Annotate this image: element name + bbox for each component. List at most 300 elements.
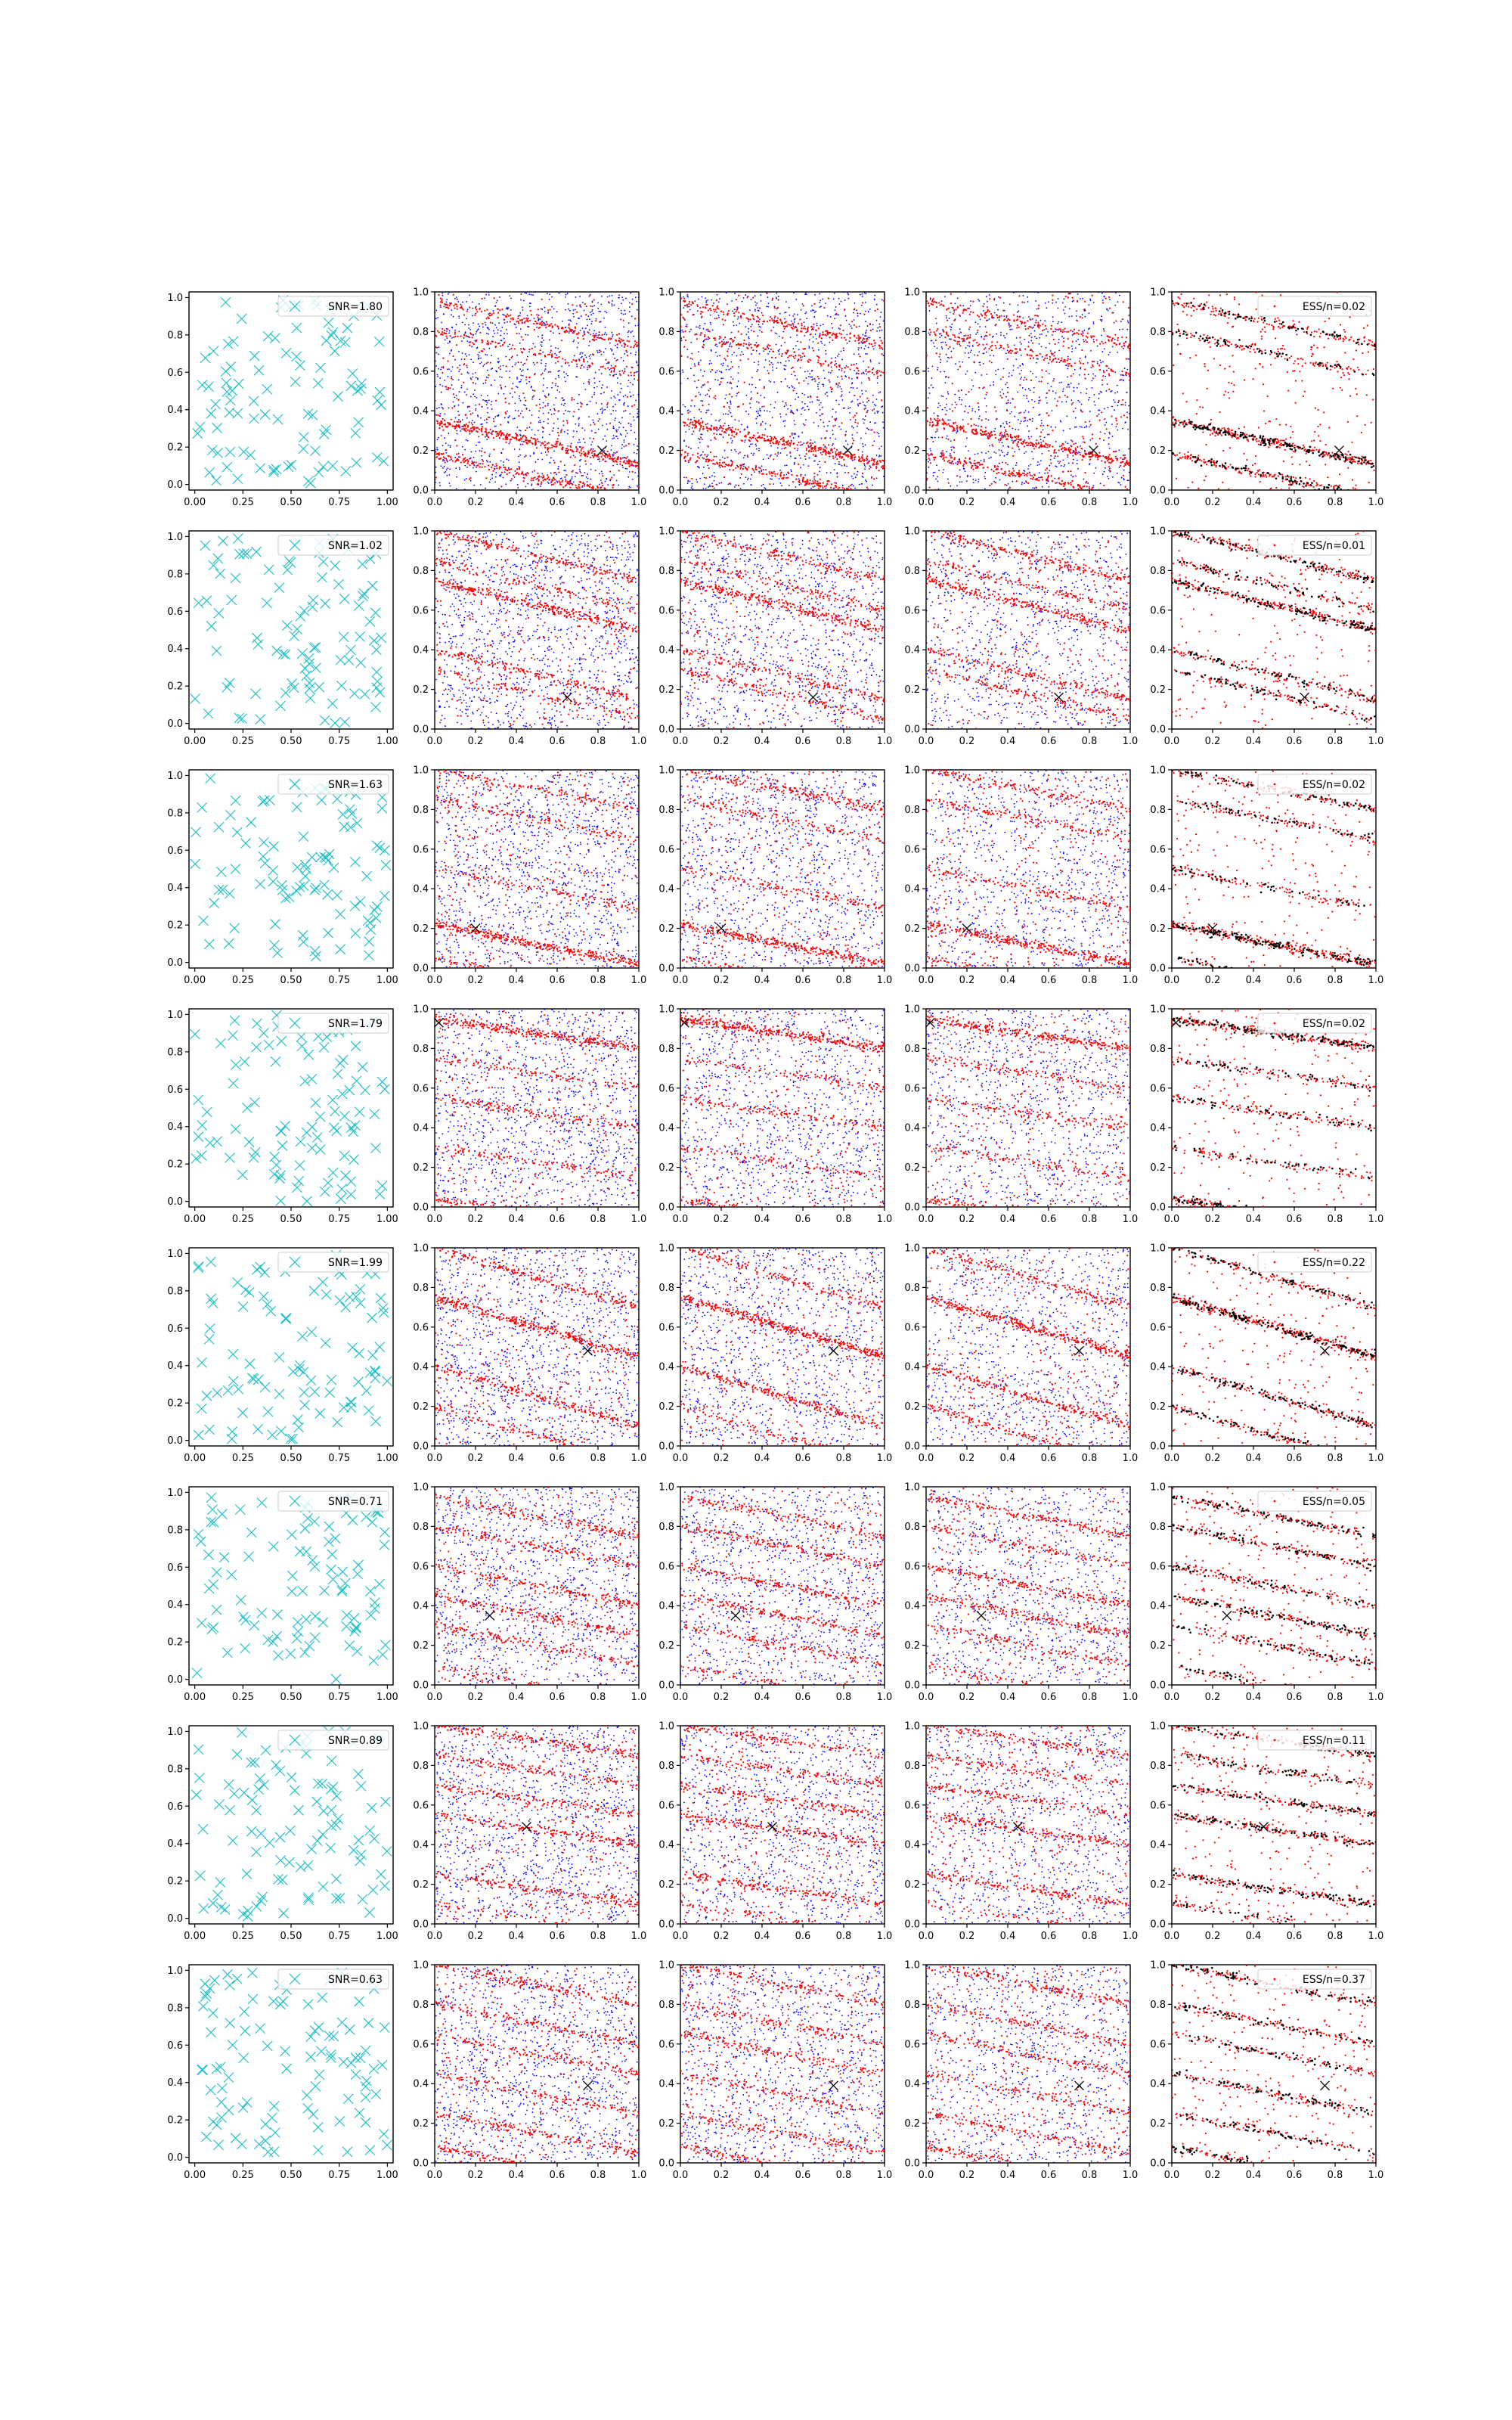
blue-point: [509, 443, 510, 445]
blue-point: [683, 307, 684, 309]
blue-point: [599, 380, 600, 382]
blue-point: [837, 377, 838, 378]
red-point: [686, 476, 687, 478]
blue-point: [466, 417, 468, 419]
red-point: [720, 311, 722, 312]
blue-point: [1105, 433, 1106, 435]
blue-point: [853, 486, 854, 487]
red-point: [587, 485, 588, 486]
red-point: [549, 324, 550, 326]
red-point: [802, 481, 804, 482]
blue-point: [1079, 374, 1080, 376]
blue-point: [808, 447, 810, 448]
blue-point: [730, 400, 731, 402]
blue-point: [465, 353, 466, 355]
red-point: [864, 342, 866, 343]
blue-point: [839, 328, 841, 330]
red-point: [488, 374, 489, 376]
blue-point: [494, 481, 496, 482]
blue-point: [486, 333, 488, 334]
red-point: [862, 459, 863, 461]
red-point: [537, 439, 538, 440]
blue-point: [872, 395, 874, 396]
blue-point: [618, 294, 620, 296]
blue-point: [623, 396, 624, 397]
blue-point: [637, 413, 638, 414]
blue-point: [992, 445, 993, 447]
red-point: [694, 420, 696, 421]
red-point: [481, 311, 482, 312]
red-point: [702, 346, 704, 348]
red-point: [730, 382, 731, 383]
red-point: [612, 461, 614, 462]
red-point: [810, 326, 812, 327]
blue-point: [950, 446, 952, 448]
red-point: [541, 482, 542, 483]
blue-point: [633, 394, 634, 396]
blue-point: [841, 301, 842, 302]
blue-point: [794, 424, 795, 425]
blue-point: [731, 387, 733, 389]
blue-point: [503, 365, 504, 367]
red-point: [703, 344, 705, 346]
blue-point: [574, 355, 575, 357]
red-point: [798, 358, 799, 360]
blue-point: [538, 318, 540, 320]
blue-point: [590, 294, 591, 296]
blue-point: [563, 470, 565, 471]
blue-point: [931, 384, 932, 386]
blue-point: [835, 411, 837, 413]
blue-point: [1031, 451, 1033, 452]
red-point: [722, 466, 723, 467]
blue-point: [723, 363, 724, 365]
red-point: [486, 434, 488, 436]
blue-point: [598, 456, 600, 458]
blue-point: [703, 328, 705, 330]
blue-point: [597, 302, 599, 304]
red-point: [783, 328, 785, 330]
blue-point: [846, 466, 847, 467]
blue-point: [581, 427, 583, 429]
red-point: [508, 315, 510, 317]
blue-point: [1118, 449, 1120, 451]
blue-point: [755, 443, 757, 445]
red-point: [626, 366, 627, 368]
red-point: [495, 400, 497, 402]
red-point: [453, 305, 454, 306]
red-point: [442, 430, 444, 431]
blue-point: [595, 333, 596, 334]
blue-point: [445, 340, 446, 341]
red-point: [600, 337, 602, 339]
red-point: [699, 423, 700, 424]
red-point: [610, 479, 612, 480]
blue-point: [751, 384, 753, 386]
red-point: [508, 468, 510, 470]
blue-point: [615, 430, 617, 431]
red-point: [509, 472, 510, 473]
blue-point: [707, 465, 708, 467]
blue-point: [591, 323, 593, 324]
red-point: [879, 346, 881, 347]
red-point: [514, 437, 516, 439]
red-point: [714, 456, 715, 458]
blue-point: [615, 436, 617, 437]
red-point: [560, 484, 562, 486]
red-point: [752, 318, 754, 319]
red-point: [752, 296, 754, 298]
red-point: [597, 487, 599, 489]
blue-point: [800, 442, 801, 443]
red-point: [435, 476, 437, 478]
blue-point: [1046, 358, 1048, 359]
red-point: [587, 367, 588, 368]
blue-point: [984, 488, 986, 489]
red-point: [593, 337, 595, 338]
blue-point: [467, 309, 469, 310]
blue-point: [578, 424, 580, 425]
red-point: [631, 464, 632, 466]
blue-point: [842, 485, 844, 486]
red-point: [687, 311, 689, 312]
blue-point: [551, 317, 553, 318]
blue-point: [446, 301, 448, 302]
blue-point: [860, 347, 862, 349]
red-point: [714, 395, 716, 396]
blue-point: [567, 375, 569, 377]
blue-point: [472, 308, 473, 309]
red-point: [844, 435, 846, 436]
blue-point: [864, 335, 866, 337]
red-point: [808, 450, 810, 451]
blue-point: [637, 394, 639, 396]
red-point: [454, 428, 456, 430]
red-point: [824, 486, 826, 487]
red-point: [463, 314, 465, 315]
blue-point: [477, 354, 479, 355]
red-point: [479, 428, 480, 430]
blue-point: [517, 386, 519, 388]
blue-point: [797, 410, 798, 411]
blue-point: [460, 304, 461, 306]
red-point: [607, 367, 609, 368]
red-point: [831, 370, 832, 371]
blue-point: [543, 413, 544, 414]
blue-point: [587, 473, 588, 475]
blue-point: [759, 408, 761, 410]
red-point: [798, 442, 799, 443]
blue-point: [540, 318, 541, 320]
blue-point: [751, 474, 752, 476]
blue-point: [881, 330, 882, 331]
blue-point: [597, 413, 599, 414]
blue-point: [761, 485, 762, 486]
blue-point: [636, 362, 637, 364]
blue-point: [621, 448, 623, 449]
blue-point: [714, 379, 716, 380]
red-point: [469, 341, 471, 343]
blue-point: [791, 470, 792, 472]
red-point: [777, 299, 779, 300]
blue-point: [719, 371, 720, 372]
blue-point: [451, 309, 453, 311]
blue-point: [849, 340, 850, 342]
red-point: [731, 339, 733, 340]
red-point: [867, 462, 869, 464]
red-point: [683, 300, 684, 302]
red-point: [632, 471, 634, 473]
red-point: [785, 477, 787, 479]
red-point: [863, 461, 865, 462]
red-point: [580, 450, 581, 451]
blue-point: [719, 338, 720, 340]
blue-point: [628, 322, 630, 324]
blue-point: [819, 302, 820, 303]
blue-point: [451, 371, 452, 372]
blue-point: [810, 488, 812, 489]
blue-point: [497, 332, 498, 334]
red-point: [807, 330, 808, 332]
blue-point: [823, 386, 824, 387]
red-point: [601, 482, 603, 483]
blue-point: [599, 484, 600, 486]
red-point: [721, 430, 723, 432]
red-point: [500, 388, 502, 389]
blue-point: [460, 387, 462, 389]
red-point: [544, 355, 546, 356]
red-point: [802, 352, 804, 354]
blue-point: [1071, 399, 1073, 401]
red-point: [774, 315, 776, 317]
red-point: [859, 458, 860, 459]
red-point: [514, 348, 516, 349]
red-point: [764, 438, 765, 439]
red-point: [584, 483, 585, 485]
blue-point: [758, 335, 759, 337]
blue-point: [816, 323, 818, 324]
red-point: [755, 468, 757, 470]
blue-point: [633, 417, 634, 418]
red-point: [742, 403, 744, 405]
blue-point: [1093, 302, 1095, 303]
blue-point: [754, 361, 755, 363]
red-point: [552, 479, 553, 481]
red-point: [610, 368, 612, 369]
blue-point: [751, 377, 753, 378]
blue-point: [446, 330, 448, 332]
blue-point: [863, 372, 864, 374]
red-point: [772, 473, 773, 474]
blue-point: [443, 313, 445, 315]
red-point: [538, 309, 539, 310]
blue-point: [583, 383, 584, 384]
red-point: [766, 293, 767, 294]
blue-point: [603, 409, 604, 411]
blue-point: [835, 463, 836, 464]
blue-point: [751, 353, 752, 355]
blue-point: [1080, 426, 1081, 427]
red-point: [484, 310, 485, 312]
blue-point: [698, 327, 699, 328]
red-point: [772, 320, 773, 321]
red-point: [476, 430, 477, 432]
blue-point: [553, 450, 555, 451]
red-point: [571, 361, 572, 362]
red-point: [634, 461, 635, 462]
blue-point: [517, 487, 519, 489]
red-point: [862, 473, 863, 474]
blue-point: [494, 416, 496, 417]
blue-point: [706, 338, 708, 340]
blue-point: [602, 473, 603, 475]
blue-point: [723, 436, 724, 438]
blue-point: [732, 440, 733, 442]
blue-point: [706, 329, 708, 330]
red-point: [707, 458, 708, 460]
blue-point: [770, 404, 772, 405]
red-point: [832, 334, 833, 336]
blue-point: [535, 479, 537, 480]
red-point: [823, 482, 824, 484]
blue-point: [790, 405, 792, 407]
blue-point: [682, 370, 683, 371]
red-point: [561, 481, 562, 482]
red-point: [771, 318, 773, 320]
red-point: [727, 342, 728, 343]
red-point: [470, 430, 472, 431]
blue-point: [436, 408, 438, 409]
red-point: [491, 467, 492, 468]
blue-point: [465, 333, 466, 334]
red-point: [828, 380, 829, 381]
blue-point: [509, 415, 510, 417]
blue-point: [528, 351, 530, 352]
blue-point: [864, 292, 866, 293]
red-point: [463, 363, 465, 365]
red-point: [615, 461, 617, 462]
blue-point: [1061, 382, 1062, 383]
blue-point: [1107, 383, 1108, 385]
blue-point: [579, 466, 581, 467]
red-point: [810, 479, 811, 481]
red-point: [827, 332, 829, 334]
blue-point: [686, 324, 688, 325]
blue-point: [621, 302, 622, 304]
blue-point: [553, 332, 554, 334]
red-point: [505, 398, 507, 399]
blue-point: [795, 458, 797, 459]
red-point: [437, 330, 438, 332]
blue-point: [703, 467, 705, 468]
red-point: [472, 342, 473, 343]
red-point: [582, 446, 584, 448]
red-point: [458, 424, 460, 426]
blue-point: [683, 440, 685, 442]
red-point: [533, 323, 534, 324]
blue-point: [874, 345, 875, 346]
red-point: [814, 482, 816, 483]
blue-point: [789, 485, 790, 486]
red-point: [493, 312, 494, 314]
red-point: [854, 340, 856, 342]
blue-point: [472, 393, 474, 395]
blue-point: [1061, 321, 1062, 323]
red-point: [705, 459, 707, 461]
blue-point: [1078, 383, 1080, 385]
blue-point: [801, 402, 803, 403]
blue-point: [565, 470, 566, 471]
red-point: [505, 437, 507, 439]
blue-point: [578, 394, 580, 396]
red-point: [457, 336, 459, 337]
blue-point: [499, 475, 500, 476]
blue-point: [584, 472, 586, 473]
blue-point: [714, 472, 715, 473]
red-point: [838, 487, 840, 489]
blue-point: [569, 319, 571, 321]
blue-point: [765, 423, 767, 424]
blue-point: [711, 482, 713, 484]
blue-point: [514, 364, 516, 365]
red-point: [530, 422, 531, 424]
red-point: [752, 349, 754, 351]
red-point: [608, 339, 609, 340]
red-point: [776, 320, 778, 321]
blue-point: [543, 322, 544, 324]
blue-point: [551, 306, 553, 308]
blue-point: [564, 476, 565, 478]
red-point: [871, 429, 872, 430]
blue-point: [764, 367, 765, 368]
blue-point: [804, 394, 805, 396]
blue-point: [866, 427, 868, 429]
blue-point: [872, 324, 874, 326]
blue-point: [575, 424, 576, 425]
blue-point: [861, 293, 863, 295]
blue-point: [865, 321, 866, 322]
blue-point: [812, 347, 813, 349]
red-point: [515, 433, 516, 434]
red-point: [853, 364, 854, 365]
blue-point: [794, 313, 795, 315]
red-point: [836, 476, 838, 477]
blue-point: [1024, 439, 1025, 441]
blue-point: [435, 467, 437, 468]
red-point: [783, 474, 785, 476]
red-point: [575, 485, 577, 486]
red-point: [618, 337, 620, 339]
blue-point: [590, 358, 591, 359]
red-point: [570, 456, 572, 458]
red-point: [682, 317, 683, 318]
blue-point: [526, 383, 528, 384]
blue-point: [841, 391, 843, 392]
blue-point: [590, 469, 592, 470]
blue-point: [810, 439, 811, 441]
red-point: [485, 380, 487, 381]
blue-point: [558, 375, 559, 377]
blue-point: [705, 297, 706, 299]
blue-point: [712, 330, 714, 331]
blue-point: [749, 403, 751, 405]
red-point: [466, 463, 468, 464]
blue-point: [482, 424, 483, 425]
blue-point: [584, 442, 586, 443]
blue-point: [471, 346, 472, 347]
blue-point: [547, 418, 549, 420]
red-point: [479, 466, 481, 467]
